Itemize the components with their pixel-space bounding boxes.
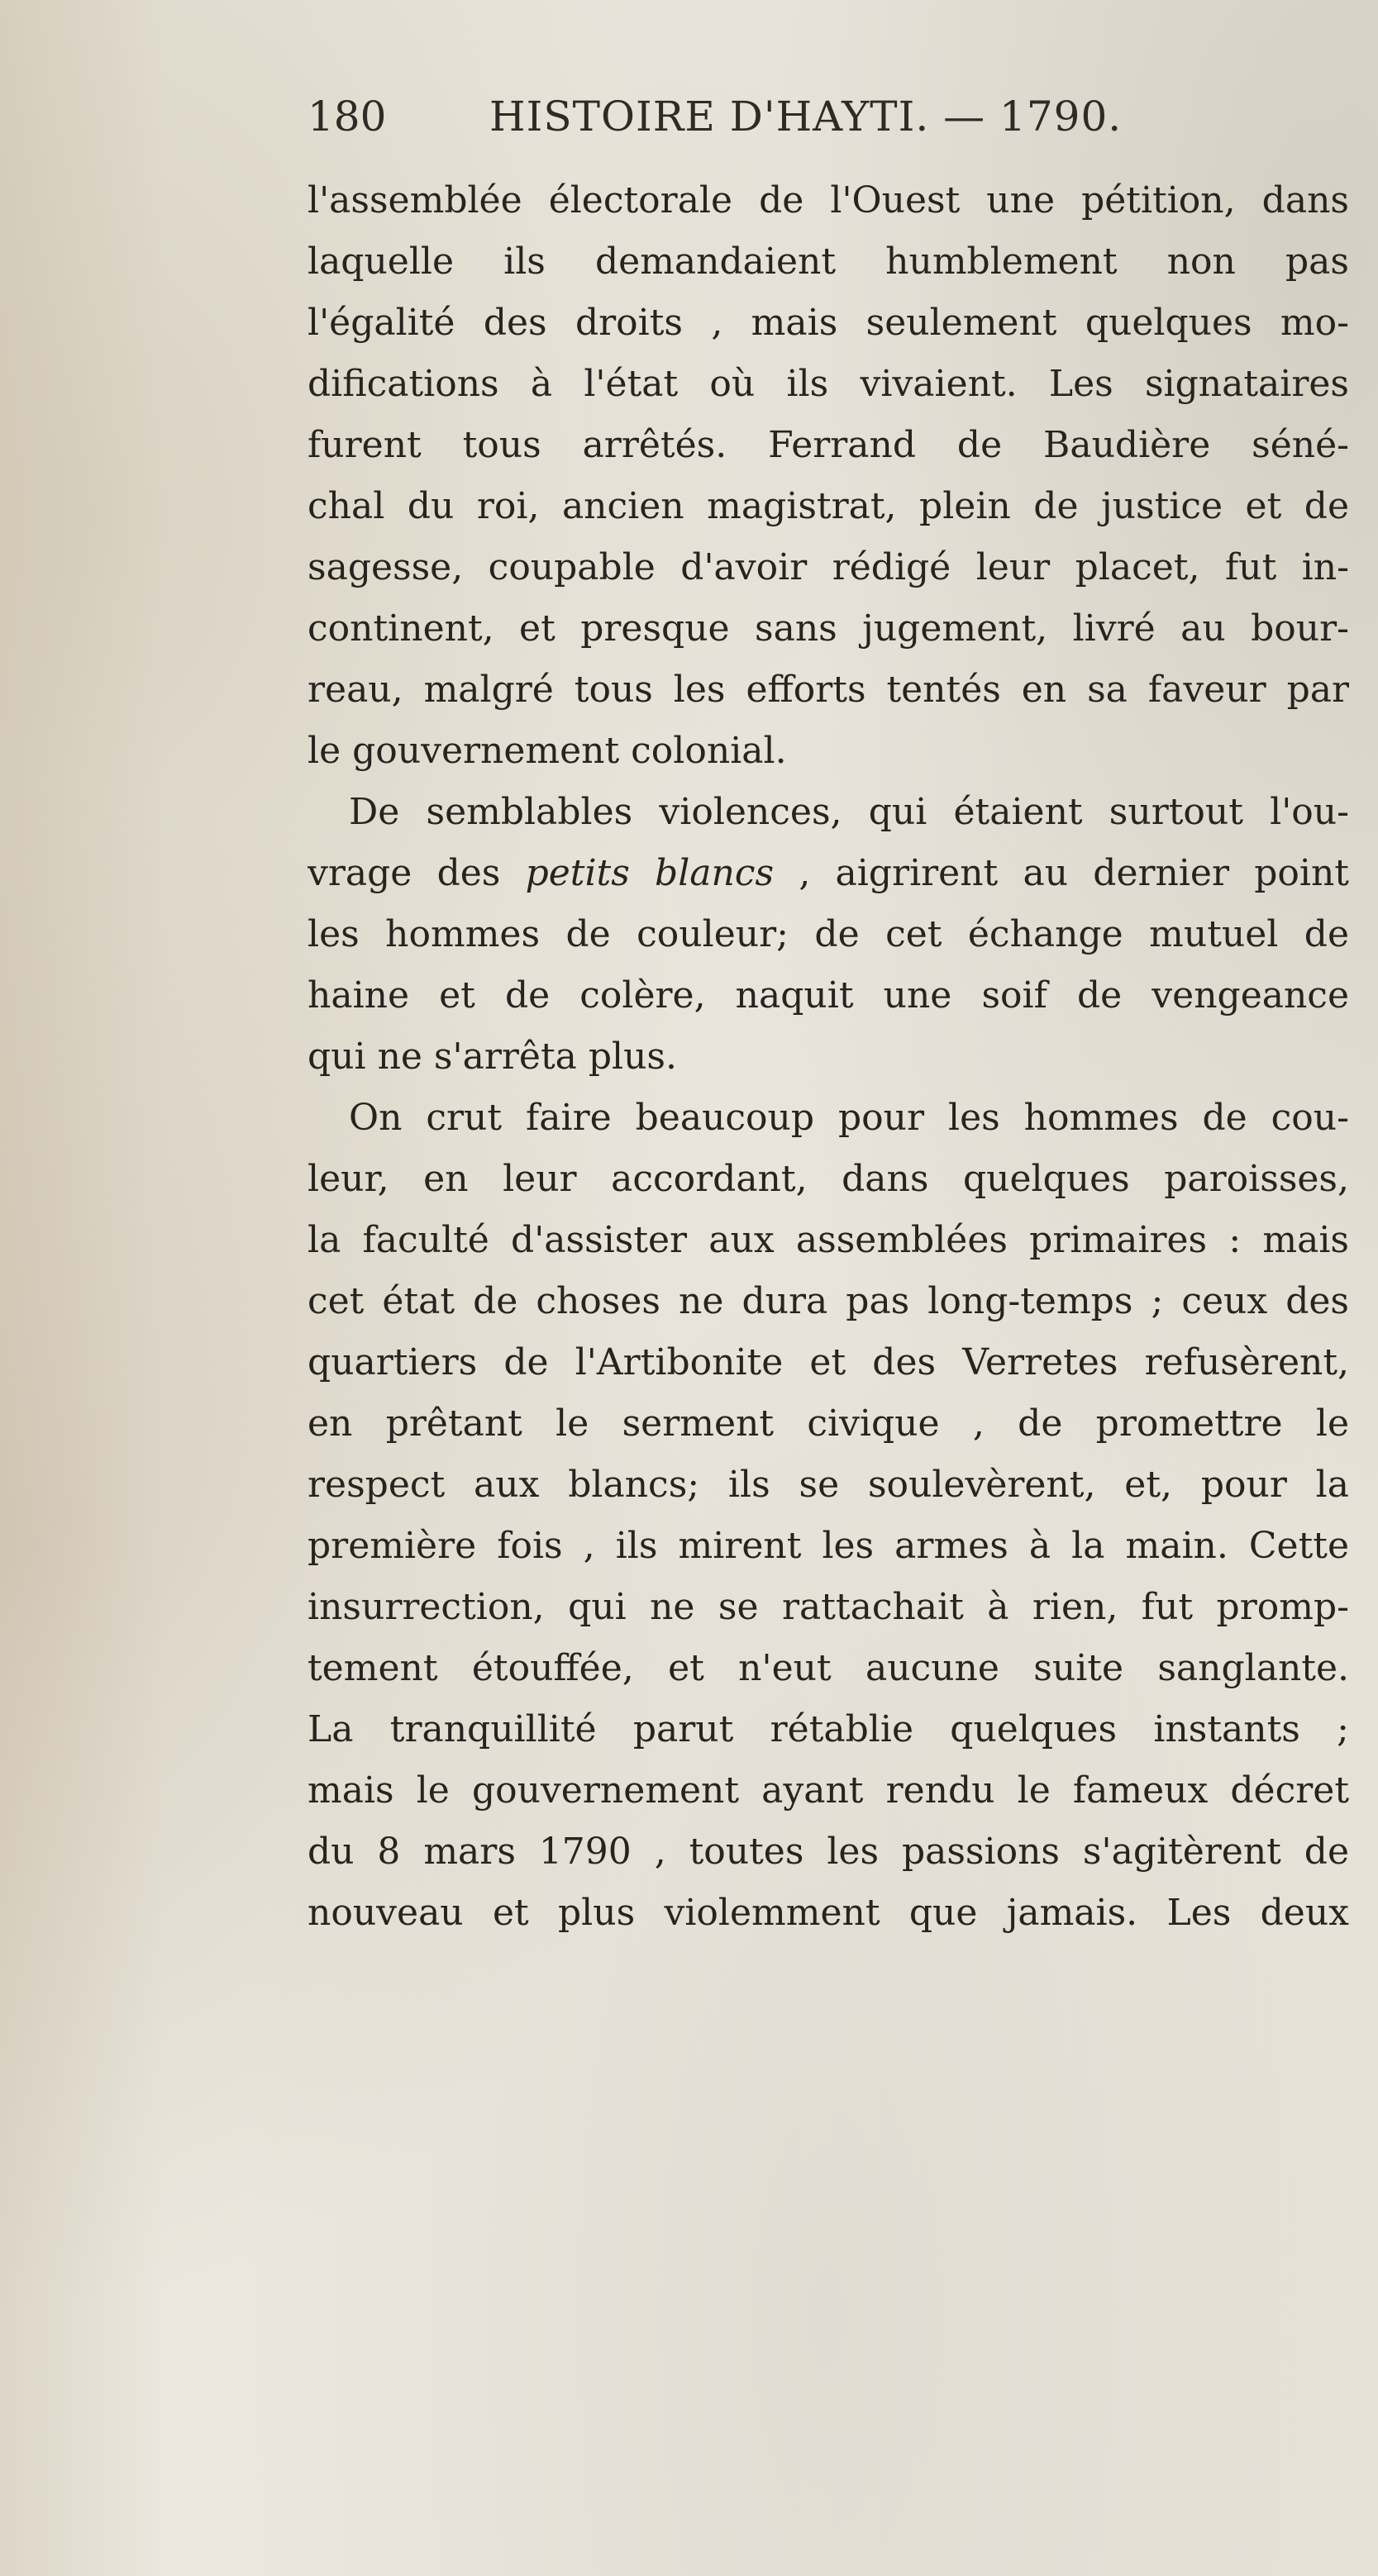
running-title: HISTOIRE D'HAYTI. — 1790. [489, 93, 1123, 140]
text-line: en prêtant le serment civique , de promettre le [308, 1402, 1349, 1445]
text-line: laquelle ils demandaient humblement non pas [308, 240, 1349, 283]
text-line: De semblables violences, qui étaient surtout l'ou- [349, 791, 1349, 833]
paragraph-3 [308, 1088, 1349, 1944]
body-text [308, 170, 1349, 1944]
text-line: tement étouffée, et n'eut aucune suite sanglante. [308, 1647, 1349, 1689]
text-line: la faculté d'assister aux assemblées primaires : mais [308, 1219, 1349, 1261]
text-line: insurrection, qui ne se rattachait à rien, fut promp- [308, 1586, 1349, 1628]
text-line: La tranquillité parut rétablie quelques instants ; [308, 1708, 1349, 1750]
text-line: première fois , ils mirent les armes à la main. Cette [308, 1525, 1349, 1567]
text-line: mais le gouvernement ayant rendu le fameux décret [308, 1769, 1349, 1812]
text-line: le gouvernement colonial. [308, 730, 787, 772]
text-line: quartiers de l'Artibonite et des Verretes refusèrent, [308, 1341, 1349, 1383]
text-line: respect aux blancs; ils se soulevèrent, et, pour la [308, 1464, 1349, 1506]
text-line: furent tous arrêtés. Ferrand de Baudière séné- [308, 424, 1349, 466]
italic-phrase: petits blancs [525, 852, 775, 894]
text-line: vrage des petits blancs , aigrirent au dernier point [308, 852, 1349, 894]
text-line: l'égalité des droits , mais seulement quelques mo- [308, 302, 1349, 344]
text-line: nouveau et plus violemment que jamais. Les deux [308, 1892, 1349, 1934]
running-head [308, 93, 1217, 150]
text-line: continent, et presque sans jugement, livré au bour- [308, 607, 1349, 650]
page-number: 180 [308, 93, 387, 140]
paragraph-2 [308, 782, 1349, 1088]
text-line: reau, malgré tous les efforts tentés en sa faveur par [308, 669, 1349, 711]
text-line: haine et de colère, naquit une soif de vengeance [308, 974, 1349, 1017]
text-line: qui ne s'arrêta plus. [308, 1036, 677, 1078]
text-line: du 8 mars 1790 , toutes les passions s'agitèrent de [308, 1831, 1349, 1873]
text-line: On crut faire beaucoup pour les hommes de cou- [349, 1097, 1349, 1139]
text-line: sagesse, coupable d'avoir rédigé leur placet, fut in- [308, 546, 1349, 588]
text-line: chal du roi, ancien magistrat, plein de justice et de [308, 485, 1349, 527]
text-line: les hommes de couleur; de cet échange mutuel de [308, 913, 1349, 955]
text-line: leur, en leur accordant, dans quelques paroisses, [308, 1158, 1349, 1200]
text-line: l'assemblée électorale de l'Ouest une pétition, dans [308, 179, 1349, 221]
text-line: cet état de choses ne dura pas long-temps ; ceux des [308, 1280, 1349, 1322]
paragraph-1 [308, 170, 1349, 782]
text-line: difications à l'état où ils vivaient. Les signataires [308, 363, 1349, 405]
